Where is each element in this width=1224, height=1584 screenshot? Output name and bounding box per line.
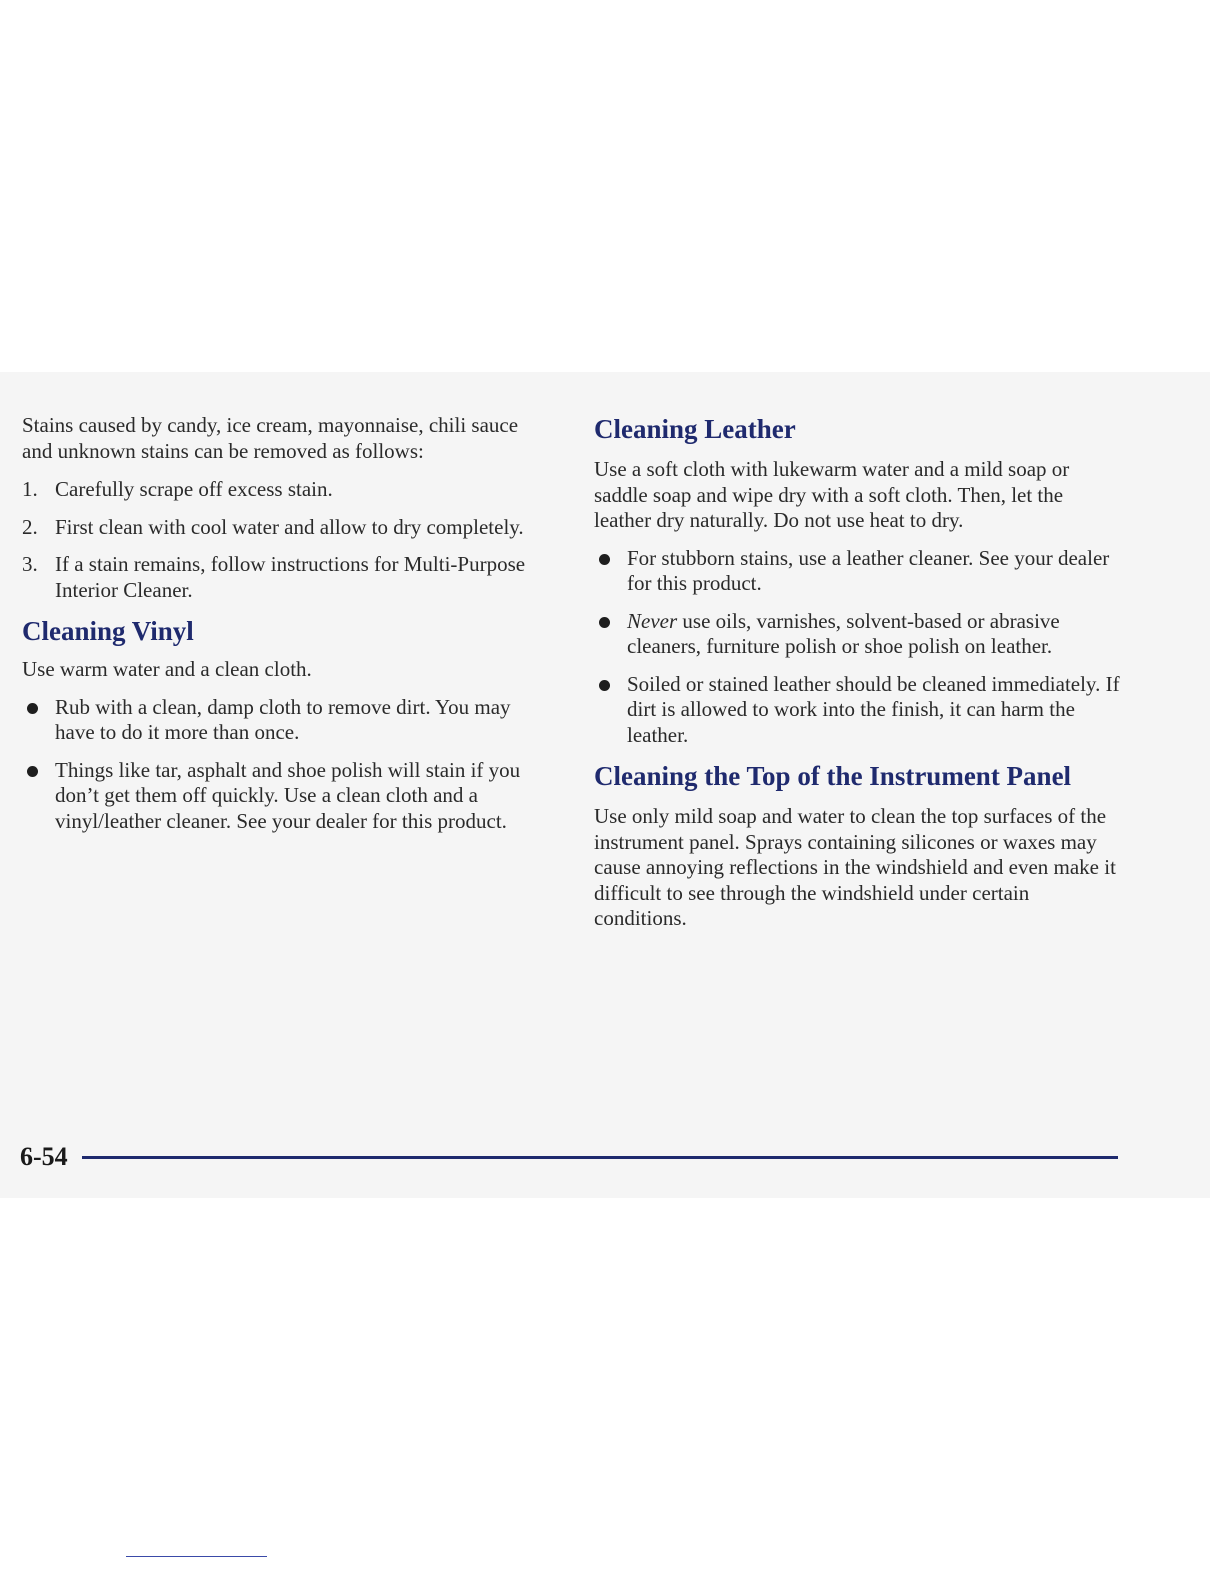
page-footer (20, 1140, 1118, 1174)
step-text: If a stain remains, follow instructions for Multi-Purpose Interior Cleaner. (55, 552, 526, 602)
list-item (594, 672, 1124, 749)
bullet-emphasis: Never (627, 608, 678, 633)
list-item (22, 552, 542, 603)
heading-cleaning-vinyl: Cleaning Vinyl (22, 616, 194, 646)
leather-body: Use a soft cloth with lukewarm water and a mild soap or saddle soap and wipe dry with a soft cloth. Then, let the leather dry naturally. Do not use heat to dry. (594, 457, 1070, 532)
list-item (594, 546, 1124, 597)
list-item (22, 758, 542, 835)
heading-instrument-panel: Cleaning the Top of the Instrument Panel (594, 761, 1072, 791)
step-number: 3. (22, 552, 38, 576)
instrument-panel-body: Use only mild soap and water to clean the top surfaces of the instrument panel. Sprays containing silicones or waxes may cause annoying reflections in the windshield and even make it difficult to see through the windshield under certain conditions. (594, 804, 1116, 930)
bullet-text: Rub with a clean, damp cloth to remove dirt. You may have to do it more than once. (55, 694, 511, 744)
vinyl-bullets (22, 695, 542, 835)
list-item (594, 609, 1124, 660)
left-column (22, 413, 542, 846)
footer-divider (82, 1156, 1118, 1159)
list-item (22, 695, 542, 746)
right-column (594, 413, 1124, 932)
list-item (22, 477, 542, 503)
bullet-text: Soiled or stained leather should be cleaned immediately. If dirt is allowed to work into the finish, it can harm the leather. (627, 671, 1120, 747)
step-text: First clean with cool water and allow to dry completely. (55, 514, 524, 539)
bullet-icon (599, 554, 610, 565)
step-number: 1. (22, 477, 38, 501)
bullet-icon (27, 703, 38, 714)
bullet-text: use oils, varnishes, solvent-based or abrasive cleaners, furniture polish or shoe polish on leather. (627, 608, 1060, 658)
leather-bullets (594, 546, 1124, 749)
bullet-text: Things like tar, asphalt and shoe polish will stain if you don’t get them off quickly. Use a clean cloth and a vinyl/leather cleaner. See your dealer for this product. (55, 757, 521, 833)
bullet-icon (599, 617, 610, 628)
stains-intro: Stains caused by candy, ice cream, mayonnaise, chili sauce and unknown stains can be removed as follows: (22, 413, 519, 463)
bullet-icon (27, 766, 38, 777)
heading-cleaning-leather: Cleaning Leather (594, 414, 796, 444)
bullet-icon (599, 680, 610, 691)
step-text: Carefully scrape off excess stain. (55, 477, 333, 501)
page-number: 6-54 (20, 1142, 68, 1171)
list-item (22, 515, 542, 541)
bullet-text: For stubborn stains, use a leather cleaner. See your dealer for this product. (627, 545, 1110, 595)
bottom-underline (126, 1556, 267, 1557)
step-number: 2. (22, 514, 38, 539)
stain-steps-list (22, 477, 542, 603)
vinyl-body: Use warm water and a clean cloth. (22, 657, 312, 681)
